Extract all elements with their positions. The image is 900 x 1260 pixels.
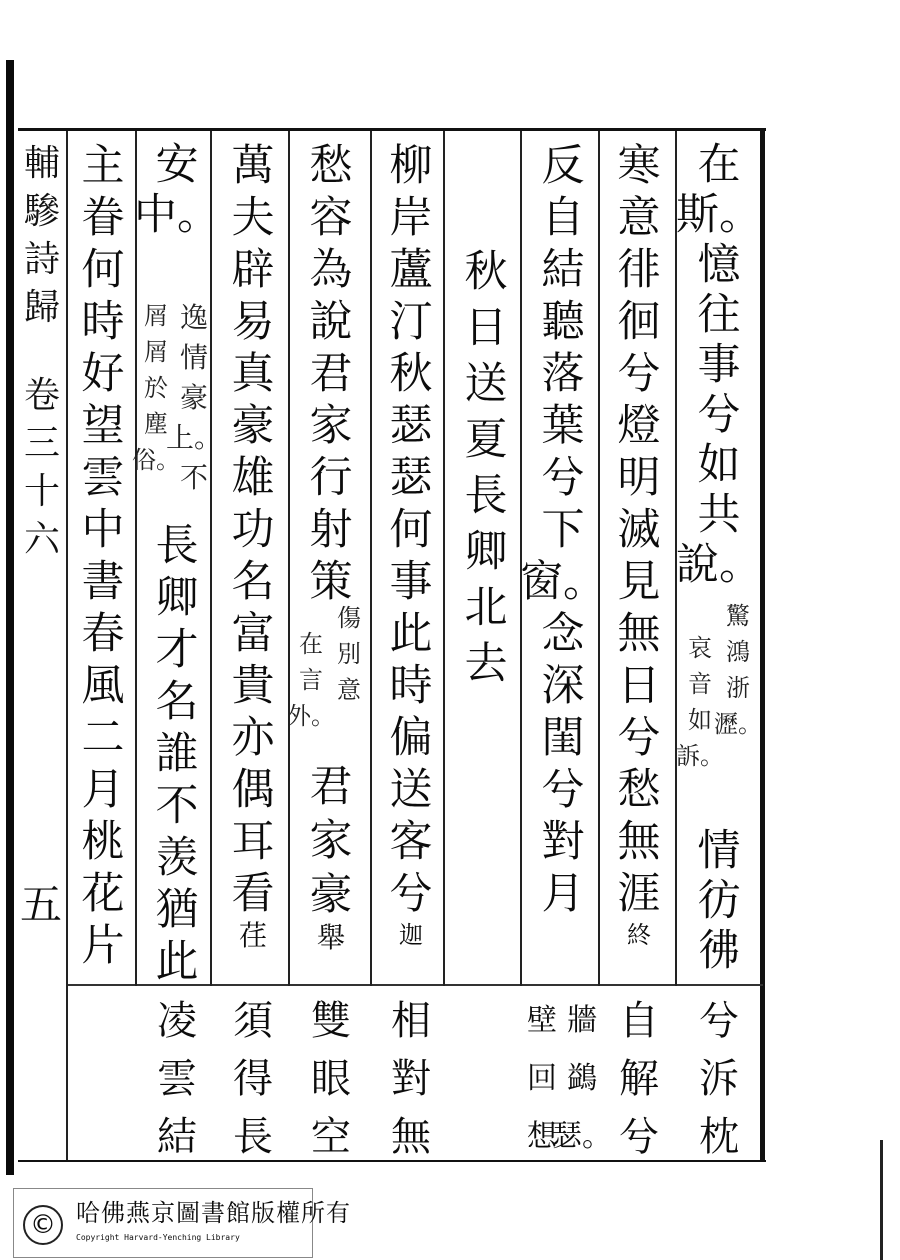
note-char: 瀝。 [714,710,762,738]
char: 書 [81,557,125,607]
note-char: 於 [144,374,168,402]
note-char: 鴻 [726,638,750,666]
char: 花 [81,869,125,919]
char: 聽 [541,297,585,347]
char: 舉 [316,921,345,954]
note-char: 音 [688,670,712,698]
text-column-5 [380,140,442,950]
char: 愁 [309,141,353,191]
copyright-text-english: Copyright Harvard-Yenching Library [76,1233,240,1242]
char: 望 [81,401,125,451]
char: 須 [233,998,273,1044]
char: 桃 [81,817,125,867]
note-char: 訴。 [676,742,724,770]
char: 在 [697,140,741,190]
char: 辟 [231,245,275,295]
char: 兮 [619,1114,659,1160]
margin-char: 歸 [23,287,60,328]
lower-column-5 [380,992,442,1166]
char: 此 [155,937,199,987]
copyright-icon: © [23,1205,63,1245]
char: 下 [541,505,585,555]
char: 往 [697,290,741,340]
char: 才 [155,625,199,675]
char: 涯 [617,869,661,919]
folio-number: 五 [20,880,63,929]
char: 眷 [81,193,125,243]
char: 牆 [567,1003,597,1038]
char: 鷁 [567,1061,597,1096]
char: 解 [619,1056,659,1102]
char: 長 [464,471,508,521]
note-char: 在 [299,630,323,658]
char: 說 [309,297,353,347]
annotation-left [132,298,180,478]
char: 家 [309,401,353,451]
char: 卿 [464,527,508,577]
char: 兮 [389,869,433,919]
char: 事 [697,340,741,390]
char: 意 [617,193,661,243]
char: 兮 [617,713,661,763]
char: 豪 [309,870,353,920]
char: 對 [391,1056,431,1102]
char: 亦 [231,713,275,763]
char: 共 [697,490,741,540]
annotation-right [714,598,762,742]
char: 豪 [231,401,275,451]
char: 長 [233,1114,273,1160]
char: 空 [311,1114,351,1160]
char: 此 [389,609,433,659]
note-char: 傷 [337,604,361,632]
lower-column-2 [608,992,670,1166]
char: 自 [619,998,659,1044]
char: 策 [309,557,353,607]
char: 落 [541,349,585,399]
text-column-9 [72,140,134,972]
char: 深 [541,661,585,711]
char: 偏 [389,713,433,763]
char: 誰 [155,729,199,779]
char: 行 [309,453,353,503]
char: 送 [389,765,433,815]
char: 情 [697,826,741,876]
char: 泝 [699,1056,739,1102]
char: 兮 [541,453,585,503]
margin-char: 輔 [23,143,60,184]
char: 蘆 [389,245,433,295]
char: 容 [309,193,353,243]
annotation-right [166,298,223,498]
char: 羡 [155,833,199,883]
annotation-left [287,626,335,734]
char: 猶 [155,885,199,935]
char: 憶 [697,240,741,290]
char: 月 [541,869,585,919]
text-column-1 [676,140,762,590]
margin-char: 卷 [23,375,60,416]
page-left-edge [6,60,14,1175]
char: 瑟。 [552,1119,612,1154]
margin-title [18,140,66,564]
char: 富 [231,609,275,659]
char: 家 [309,816,353,866]
char: 枕 [699,1114,739,1160]
margin-char: 詩 [23,239,60,280]
annotation-right [334,600,364,708]
note-char: 哀 [688,634,712,662]
char: 名 [155,677,199,727]
char: 不 [155,781,199,831]
char: 兮 [541,765,585,815]
char: 客 [389,817,433,867]
char: 真 [231,349,275,399]
char: 念 [541,609,585,659]
char: 相 [391,998,431,1044]
char: 為 [309,245,353,295]
char: 射 [309,505,353,555]
char: 滅 [617,505,661,555]
char: 窗。 [520,557,606,607]
char: 對 [541,817,585,867]
char: 終 [627,921,651,949]
char: 兮 [697,390,741,440]
char: 風 [81,661,125,711]
char: 豪 [179,381,208,414]
char: 見 [617,557,661,607]
char: 雄 [231,453,275,503]
char: 何 [389,505,433,555]
char: 兮 [699,998,739,1044]
char: 送 [464,359,508,409]
char: 君 [309,762,353,812]
char: 得 [233,1056,273,1102]
char: 萬 [231,141,275,191]
char: 片 [81,921,125,971]
char: 功 [231,505,275,555]
note-char: 驚 [726,602,750,630]
column-rule [443,131,445,986]
char: 徘 [617,245,661,295]
column-rule [370,131,372,986]
char: 雙 [311,998,351,1044]
lower-column-4 [522,992,562,1166]
char: 岸 [389,193,433,243]
char: 卿 [155,573,199,623]
note-char: 屑 [144,338,168,366]
char: 結 [541,245,585,295]
char: 自 [541,193,585,243]
char: 名 [231,557,275,607]
note-char: 外。 [287,702,335,730]
char: 秋 [464,247,508,297]
column-rule [210,131,212,986]
char: 秋 [389,349,433,399]
note-char: 俗。 [132,446,180,474]
text-column-8 [134,140,220,240]
char: 日 [464,303,508,353]
char: 夏 [464,415,508,465]
char: 雲 [81,453,125,503]
char: 何 [81,245,125,295]
char: 君 [309,349,353,399]
column-rule [288,131,290,986]
char: 月 [81,765,125,815]
char: 情 [179,341,208,374]
column-rule [135,131,137,986]
char: 閨 [541,713,585,763]
margin-char: 三 [23,423,60,464]
char: 不 [179,461,208,494]
char: 耳 [231,817,275,867]
text-column-8-tail [146,520,208,988]
char: 回 [527,1061,557,1096]
note-char: 如 [688,706,712,734]
char: 迦 [399,921,423,949]
text-column-6 [300,140,362,608]
char: 中。 [134,190,220,240]
note-char: 別 [337,640,361,668]
char: 荏 [238,919,267,952]
char: 瑟 [389,453,433,503]
char: 如 [697,440,741,490]
note-char: 屑 [144,302,168,330]
char: 時 [389,661,433,711]
note-char: 塵 [144,410,168,438]
char: 無 [391,1114,431,1160]
char: 反 [541,141,585,191]
margin-rule [66,131,68,1160]
lower-column-7 [222,992,284,1166]
text-column-1-tail [688,826,750,976]
char: 看 [231,869,275,919]
char: 雲 [157,1056,197,1102]
char: 彷 [697,876,741,926]
char: 斯。 [676,190,762,240]
char: 愁 [617,765,661,815]
char: 時 [81,297,125,347]
char: 瑟 [389,401,433,451]
char: 逸 [179,301,208,334]
char: 長 [155,521,199,571]
lower-column-6 [300,992,362,1166]
char: 燈 [617,401,661,451]
poem-title-column [455,244,517,692]
char: 日 [617,661,661,711]
char: 凌 [157,998,197,1044]
char: 說。 [676,540,762,590]
char: 貴 [231,661,275,711]
char: 春 [81,609,125,659]
char: 明 [617,453,661,503]
text-column-3 [520,140,606,920]
char: 易 [231,297,275,347]
char: 柳 [389,141,433,191]
char: 好 [81,349,125,399]
char: 寒 [617,141,661,191]
text-column-6-tail [300,760,362,954]
char: 去 [464,639,508,689]
char: 汀 [389,297,433,347]
char: 葉 [541,401,585,451]
char: 徊 [617,297,661,347]
char: 結 [157,1114,197,1160]
char: 彿 [697,926,741,976]
scan-edge-mark [880,1140,883,1260]
char: 事 [389,557,433,607]
char: 無 [617,609,661,659]
char: 偶 [231,765,275,815]
char: 夫 [231,193,275,243]
char: 壁 [527,1003,557,1038]
page-right-border [760,128,765,1162]
lower-column-8 [146,992,208,1166]
margin-char: 驂 [23,191,60,232]
margin-char: 六 [23,519,60,560]
char: 北 [464,583,508,633]
char: 無 [617,817,661,867]
char: 安 [155,140,199,190]
lower-column-1 [688,992,750,1166]
note-char: 浙 [726,674,750,702]
copyright-stamp [13,1188,351,1258]
copyright-text-chinese: 哈佛燕京圖書館版權所有 [76,1199,351,1227]
char: 想 [527,1119,557,1154]
char: 中 [81,505,125,555]
text-column-7 [222,140,284,952]
margin-char: 十 [23,471,60,512]
char: 上。 [166,421,223,454]
annotation-left [676,630,724,774]
text-column-2 [608,140,670,950]
page-top-border [18,128,766,131]
char: 眼 [311,1056,351,1102]
note-char: 意 [337,676,361,704]
note-char: 言 [299,666,323,694]
char: 兮 [617,349,661,399]
char: 二 [81,713,125,763]
char: 主 [81,141,125,191]
lower-column-3 [552,992,612,1166]
